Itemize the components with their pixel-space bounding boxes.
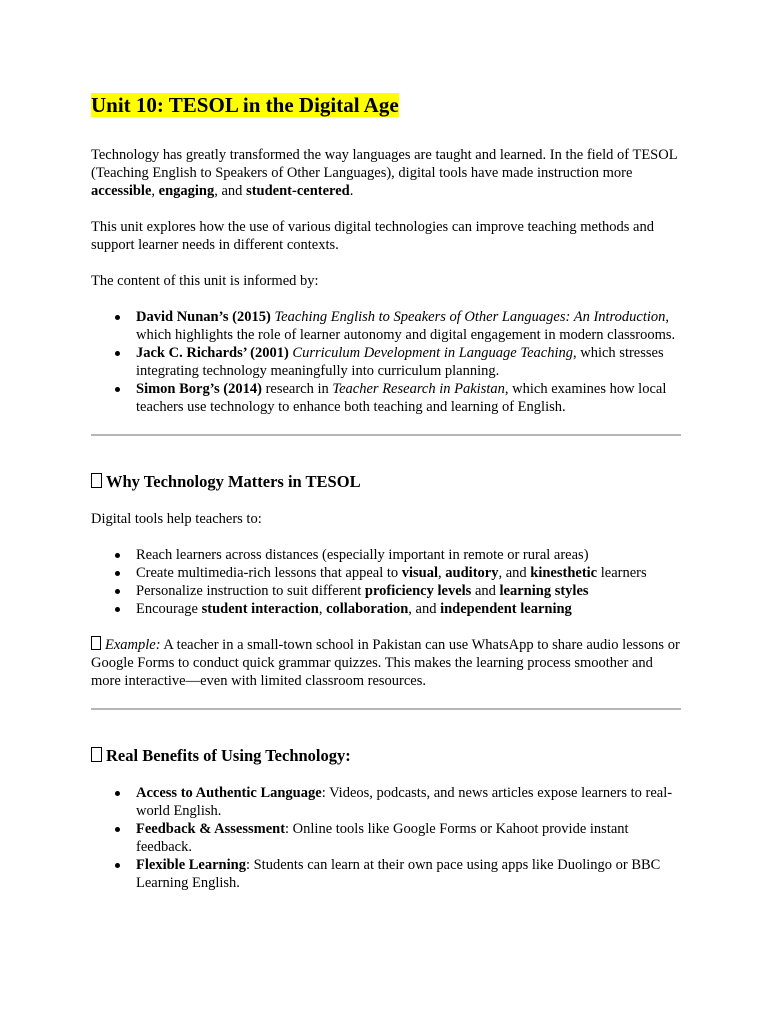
item-sep: ,: [438, 565, 446, 581]
source-desc: , which highlights the role of learner autonomy and digital engagement in modern classrooms.: [136, 309, 676, 343]
example-label: Example:: [105, 637, 161, 653]
item-bold: collaboration: [326, 601, 409, 617]
item-bold: Access to Authentic Language: [136, 785, 322, 801]
source-title: Teacher Research in Pakistan: [332, 381, 505, 397]
item-bold: kinesthetic: [530, 565, 598, 581]
source-author: David Nunan’s (2015): [136, 309, 271, 325]
list-item: [136, 784, 681, 820]
benefits-list: [91, 784, 681, 892]
item-text: Reach learners across distances (especially important in remote or rural areas): [136, 547, 589, 563]
intro-sep: , and: [214, 183, 247, 199]
list-item: [136, 308, 681, 344]
item-text: Personalize instruction to suit different: [136, 583, 365, 599]
title-highlight: Unit 10: TESOL in the Digital Age: [91, 93, 399, 117]
item-sep: ,: [318, 601, 327, 617]
item-text: Encourage: [136, 601, 202, 617]
item-text: Create multimedia-rich lessons that appeal to: [136, 565, 402, 581]
source-title: Teaching English to Speakers of Other Languages: An Introduction: [274, 309, 666, 325]
section-heading-benefits: [91, 746, 681, 766]
item-sep: , and: [498, 565, 531, 581]
source-title: Curriculum Development in Language Teaching: [292, 345, 573, 361]
item-bold: learning styles: [499, 583, 589, 599]
intro-paragraph-2: This unit explores how the use of various digital technologies can improve teaching methods and support learner needs in different contexts.: [91, 219, 654, 253]
item-text: : Videos, podcasts, and news articles expose learners to real-world English.: [136, 785, 673, 819]
item-end: learners: [597, 565, 647, 581]
page-title: [91, 92, 681, 118]
item-text: : Students can learn at their own pace using apps like Duolingo or BBC Learning English.: [136, 857, 661, 891]
section-heading-why: [91, 472, 681, 492]
source-author: Jack C. Richards’ (2001): [136, 345, 289, 361]
missing-glyph-icon: [91, 747, 102, 762]
item-text: : Online tools like Google Forms or Kahoot provide instant feedback.: [136, 821, 629, 855]
item-bold: independent learning: [440, 601, 572, 617]
list-item: [136, 600, 681, 618]
list-item: [136, 856, 681, 892]
benefits-heading-text: Real Benefits of Using Technology:: [106, 746, 351, 765]
list-item: [136, 380, 681, 416]
item-bold: Flexible Learning: [136, 857, 246, 873]
intro-bold-engaging: engaging: [158, 183, 215, 199]
intro-text: Technology has greatly transformed the way languages are taught and learned. In the field of TESOL (Teaching English to Speakers of Other Languages), digital tools have made instruction more: [91, 147, 678, 181]
item-sep: and: [471, 583, 500, 599]
missing-glyph-icon: [91, 636, 101, 650]
missing-glyph-icon: [91, 473, 102, 488]
source-desc: , which stresses integrating technology meaningfully into curriculum planning.: [136, 345, 664, 379]
document-page: [91, 92, 681, 910]
intro-bold-accessible: accessible: [91, 183, 152, 199]
list-item: [136, 564, 681, 582]
example-text: A teacher in a small-town school in Pakistan can use WhatsApp to share audio lessons or Google Forms to conduct quick grammar quizzes. This makes the learning process smoother and more interactive—even with limited classroom resources.: [91, 637, 680, 689]
example-paragraph: [91, 636, 681, 690]
source-sep: research in: [261, 381, 333, 397]
item-bold: Feedback & Assessment: [136, 821, 286, 837]
item-bold: proficiency levels: [364, 583, 472, 599]
list-item: [136, 582, 681, 600]
section-divider: [91, 434, 681, 436]
why-heading-text: Why Technology Matters in TESOL: [106, 472, 361, 491]
item-bold: auditory: [445, 565, 499, 581]
source-author: Simon Borg’s (2014): [136, 381, 262, 397]
intro-end: .: [349, 183, 354, 199]
list-item: [136, 344, 681, 380]
list-item: [136, 820, 681, 856]
why-lead: Digital tools help teachers to:: [91, 511, 262, 527]
sources-list: [91, 308, 681, 416]
intro-bold-student-centered: student-centered: [246, 183, 350, 199]
source-desc: , which examines how local teachers use technology to enhance both teaching and learning of English.: [136, 381, 667, 415]
why-list: [91, 546, 681, 618]
item-bold: student interaction: [201, 601, 319, 617]
item-bold: visual: [401, 565, 439, 581]
section-divider: [91, 708, 681, 710]
intro-paragraph-3: The content of this unit is informed by:: [91, 273, 319, 289]
item-sep: , and: [408, 601, 441, 617]
intro-paragraph-1: [91, 146, 681, 200]
list-item: [136, 546, 681, 564]
intro-sep: ,: [151, 183, 159, 199]
